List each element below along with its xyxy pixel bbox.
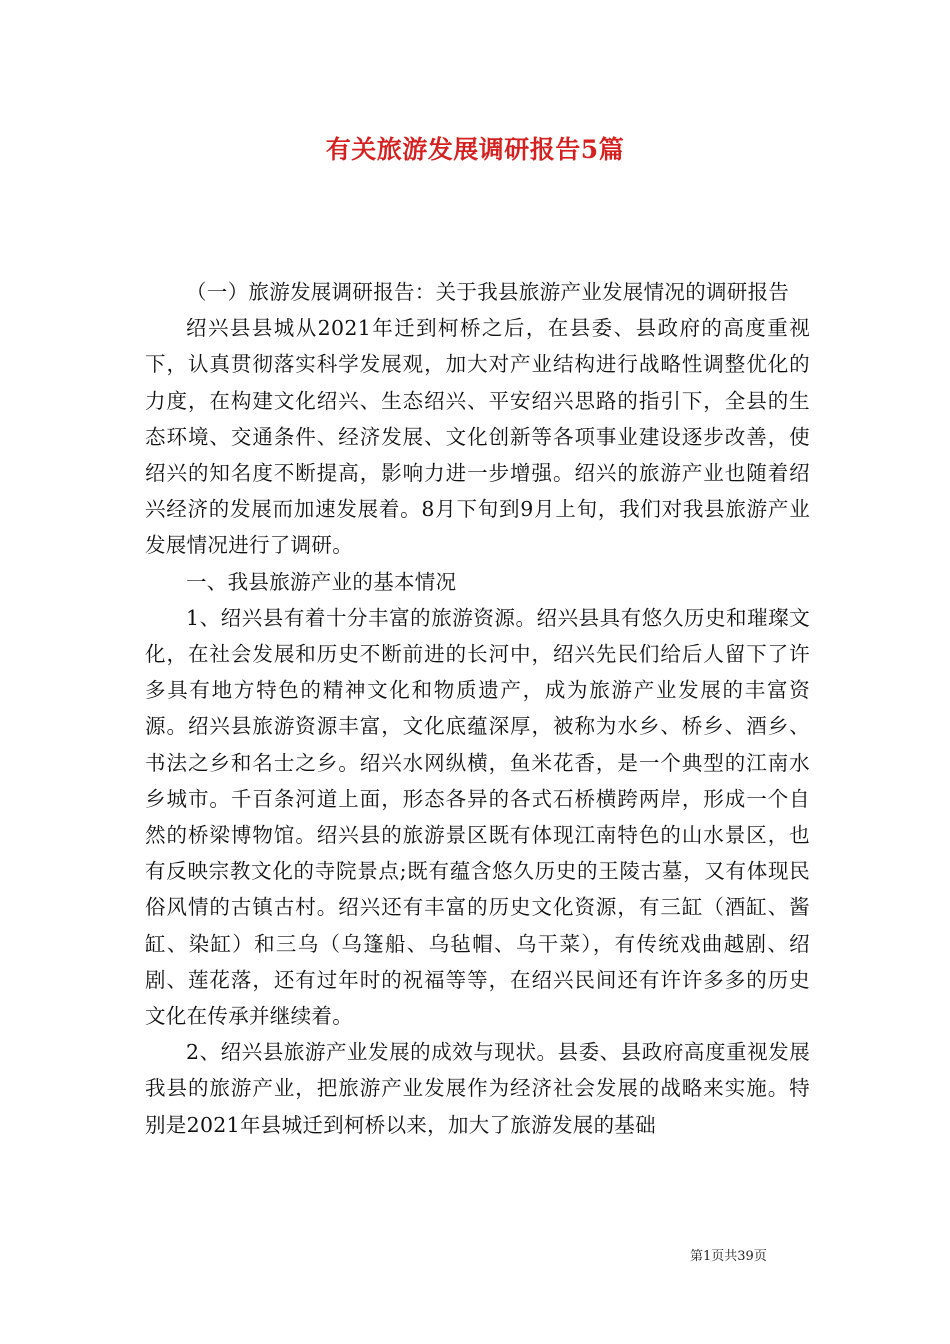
- paragraph: 绍兴县县城从2021年迁到柯桥之后，在县委、县政府的高度重视下，认真贯彻落实科学发展观，加大对产业结构进行战略性调整优化的力度，在构建文化绍兴、生态绍兴、平安绍兴思路的指引下，全县的生态环境、交通条件、经济发展、文化创新等各项事业建设逐步改善，使绍兴的知名度不断提高，影响力进一步增强。绍兴的旅游产业也随着绍兴经济的发展而加速发展着。8月下旬到9月上旬，我们对我县旅游产业发展情况进行了调研。: [145, 316, 810, 558]
- section-heading: 一、我县旅游产业的基本情况: [186, 569, 457, 594]
- paragraph: 1、绍兴县有着十分丰富的旅游资源。绍兴县具有悠久历史和璀璨文化，在社会发展和历史不断前进的长河中，绍兴先民们给后人留下了许多具有地方特色的精神文化和物质遗产，成为旅游产业发展的丰富资源。绍兴县旅游资源丰富，文化底蕴深厚，被称为水乡、桥乡、酒乡、书法之乡和名士之乡。绍兴水网纵横，鱼米花香，是一个典型的江南水乡城市。千百条河道上面，形态各异的各式石桥横跨两岸，形成一个自然的桥梁博物馆。绍兴县的旅游景区既有体现江南特色的山水景区，也有反映宗教文化的寺院景点;既有蕴含悠久历史的王陵古墓，又有体现民俗风情的古镇古村。绍兴还有丰富的历史文化资源，有三缸（酒缸、酱缸、染缸）和三乌（乌篷船、乌毡帽、乌干菜），有传统戏曲越剧、绍剧、莲花落，还有过年时的祝福等等，在绍兴民间还有许许多多的历史文化在传承并继续着。: [145, 605, 810, 1029]
- paragraph: 2、绍兴县旅游产业发展的成效与现状。县委、县政府高度重视发展我县的旅游产业，把旅游产业发展作为经济社会发展的战略来实施。特别是2021年县城迁到柯桥以来，加大了旅游发展的基础: [145, 1040, 810, 1137]
- page-number: 第1页共39页: [690, 1249, 767, 1264]
- document-body: [145, 274, 810, 1143]
- paragraph: （一）旅游发展调研报告：关于我县旅游产业发展情况的调研报告: [186, 280, 790, 304]
- document-title: 有关旅游发展调研报告5篇: [325, 135, 625, 164]
